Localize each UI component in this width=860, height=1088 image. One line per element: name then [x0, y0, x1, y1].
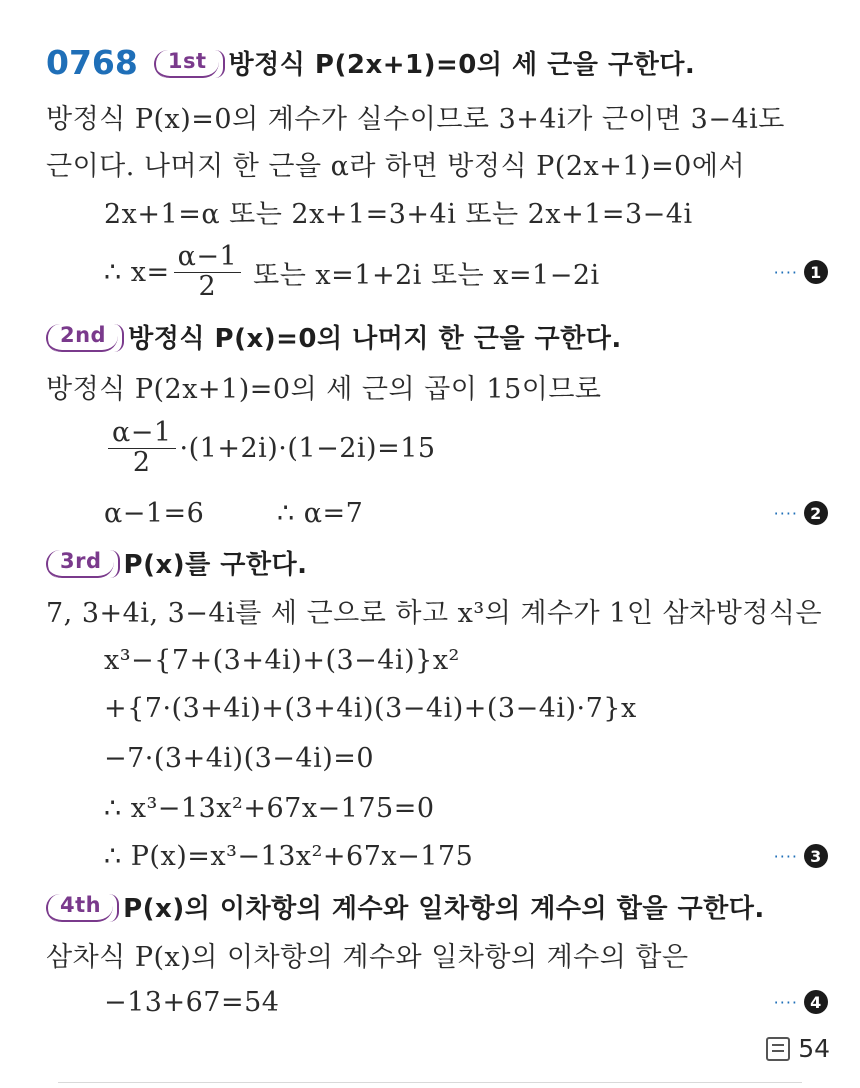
step1-title: 방정식 P(2x+1)=0의 세 근을 구한다.: [228, 49, 696, 80]
text-line-18: [104, 974, 860, 1030]
answer-block: [766, 1034, 830, 1063]
text-line-12: [104, 680, 860, 736]
step1-header: [46, 34, 860, 90]
marker-2: [774, 501, 828, 525]
line-18-text: −13+67=54: [104, 986, 280, 1018]
line-2-text: 근이다. 나머지 한 근을 α라 하면 방정식 P(2x+1)=0에서: [46, 150, 746, 182]
bottom-divider: [58, 1082, 802, 1083]
text-line-8: [104, 485, 860, 541]
step2-title: 방정식 P(x)=0의 나머지 한 근을 구한다.: [128, 323, 622, 354]
marker-dots: ····: [773, 262, 798, 282]
line-1-text: 방정식 P(x)=0의 계수가 실수이므로 3+4i가 근이면 3−4i도: [46, 103, 785, 135]
answer-icon: [766, 1037, 790, 1061]
text-line-6: [46, 358, 860, 414]
marker-3: [774, 844, 828, 868]
text-line-7: [104, 416, 860, 480]
text-line-15: [104, 828, 860, 884]
text-line-13: [104, 730, 860, 786]
marker-number-3: 3: [804, 844, 828, 868]
line-14-text: ∴ x³−13x²+67x−175=0: [104, 792, 435, 824]
step1-badge: 1st: [154, 46, 219, 78]
text-line-3: [104, 183, 860, 239]
line-11-text: x³−{7+(3+4i)+(3−4i)}x²: [104, 644, 460, 676]
line-4-prefix: ∴ x=: [104, 256, 170, 288]
marker-number-4: 4: [804, 990, 828, 1014]
line-4-suffix: 또는 x=1+2i 또는 x=1−2i: [253, 259, 600, 291]
marker-number-1: 1: [804, 260, 828, 284]
line-7-suffix: ·(1+2i)·(1−2i)=15: [179, 432, 436, 464]
line-17-text: 삼차식 P(x)의 이차항의 계수와 일차항의 계수의 합은: [46, 941, 689, 973]
fraction-alpha-minus-1-over-2: [174, 243, 242, 301]
line-10-text: 7, 3+4i, 3−4i를 세 근으로 하고 x³의 계수가 1인 삼차방정식은: [46, 597, 823, 629]
marker-dots: ····: [773, 846, 798, 866]
marker-dots: ····: [773, 992, 798, 1012]
marker-1: [774, 260, 828, 284]
line-15-text: ∴ P(x)=x³−13x²+67x−175: [104, 840, 474, 872]
fraction-numerator: α−1: [174, 243, 242, 272]
line-3-text: 2x+1=α 또는 2x+1=3+4i 또는 2x+1=3−4i: [104, 198, 693, 230]
line-13-text: −7·(3+4i)(3−4i)=0: [104, 742, 375, 774]
problem-number: 0768: [46, 42, 138, 82]
marker-number-2: 2: [804, 501, 828, 525]
line-8-text: α−1=6 ∴ α=7: [104, 497, 364, 529]
answer-value: 54: [798, 1034, 830, 1063]
step2-badge: 2nd: [46, 320, 118, 352]
line-6-text: 방정식 P(2x+1)=0의 세 근의 곱이 15이므로: [46, 373, 602, 405]
fraction-denominator: 2: [198, 270, 217, 302]
step2-header: [46, 308, 860, 364]
text-line-4: [104, 240, 860, 304]
step3-title: P(x)를 구한다.: [123, 549, 308, 580]
step4-badge: 4th: [46, 890, 113, 922]
step4-title: P(x)의 이차항의 계수와 일차항의 계수의 합을 구한다.: [123, 893, 765, 924]
fraction-denominator: 2: [132, 446, 151, 478]
line-12-text: +{7·(3+4i)+(3+4i)(3−4i)+(3−4i)·7}x: [104, 692, 637, 724]
fraction-alpha-minus-1-over-2: [108, 419, 176, 477]
step3-badge: 3rd: [46, 546, 114, 578]
marker-dots: ····: [773, 503, 798, 523]
text-line-10: [46, 582, 860, 638]
fraction-numerator: α−1: [108, 419, 176, 448]
marker-4: [774, 990, 828, 1014]
